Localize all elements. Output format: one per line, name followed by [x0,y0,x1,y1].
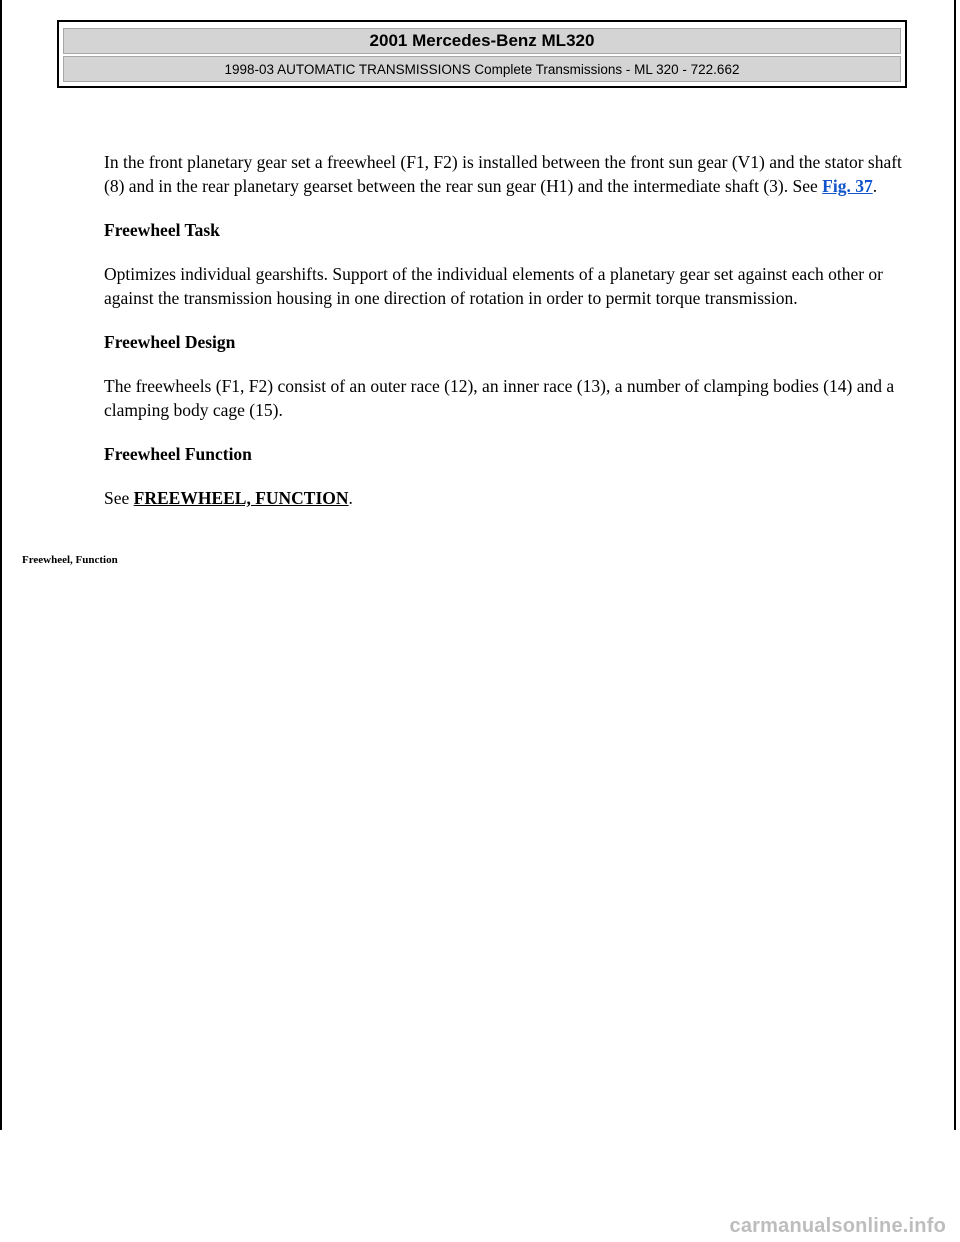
heading-freewheel-design: Freewheel Design [104,332,236,352]
fig-37-link[interactable]: Fig. 37 [822,176,873,196]
section-anchor-caption: Freewheel, Function [22,554,118,566]
document-header [57,20,907,88]
freewheel-function-link[interactable]: FREEWHEEL, FUNCTION [133,488,349,508]
paragraph-freewheel-task: Optimizes individual gearshifts. Support of the individual elements of a planetary gear set against each other or against the transmission housing in one direction of rotation in order to permit torque transmission. [104,264,884,308]
see-end: . [348,488,353,508]
page-frame-left [0,0,2,1130]
document-body [104,150,904,530]
intro-text: In the front planetary gear set a freewheel (F1, F2) is installed between the front sun gear (V1) and the stator shaft (8) and in the rear planetary gearset between the rear sun gear (H1) and the intermediate shaft (3). See [104,152,902,196]
watermark-text: carmanualsonline.info [729,1215,946,1237]
see-prefix: See [104,488,134,508]
heading-freewheel-task: Freewheel Task [104,220,220,240]
intro-paragraph [104,150,904,198]
header-title: 2001 Mercedes-Benz ML320 [63,28,901,54]
heading-freewheel-function: Freewheel Function [104,444,252,464]
paragraph-freewheel-function [104,486,904,510]
header-subtitle: 1998-03 AUTOMATIC TRANSMISSIONS Complete Transmissions - ML 320 - 722.662 [63,56,901,82]
intro-end: . [872,176,878,196]
paragraph-freewheel-design: The freewheels (F1, F2) consist of an outer race (12), an inner race (13), a number of clamping bodies (14) and a clamping body cage (15). [104,376,895,420]
page-frame-right [954,0,956,1130]
